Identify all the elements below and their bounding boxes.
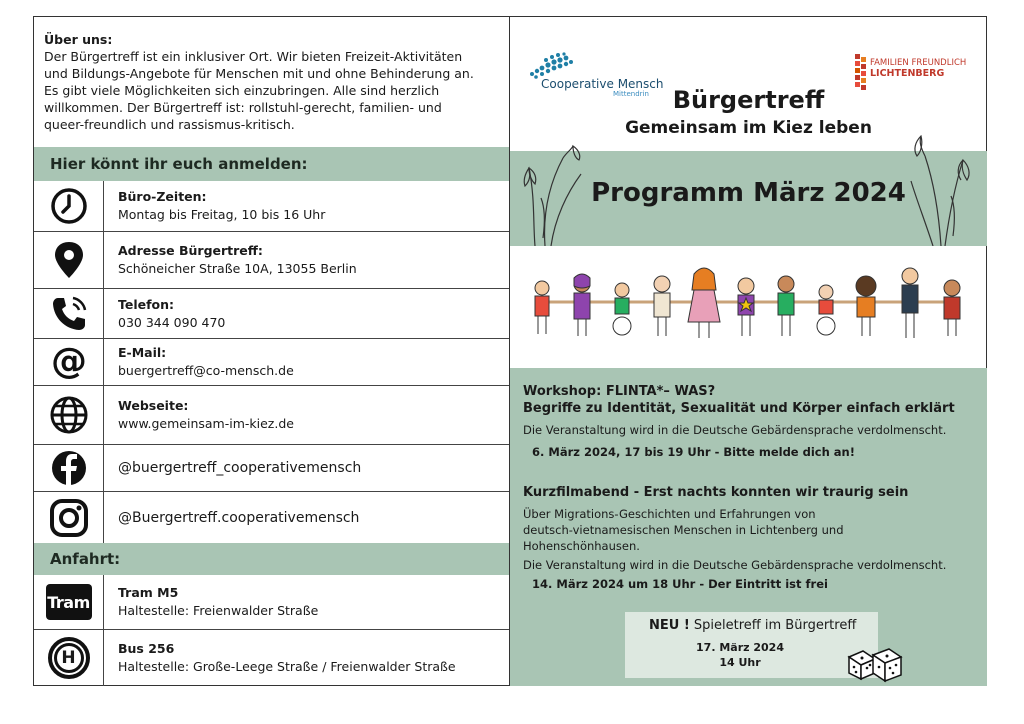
tram-icon bbox=[34, 575, 104, 629]
register-heading: Hier könnt ihr euch anmelden: bbox=[34, 147, 509, 181]
film-title: Kurzfilmabend - Erst nachts konnten wir traurig sein bbox=[523, 485, 909, 500]
office-hours-label: Büro-Zeiten: bbox=[118, 189, 207, 204]
bus-row bbox=[34, 629, 509, 686]
directions-heading: Anfahrt: bbox=[34, 543, 509, 575]
facebook-icon bbox=[34, 445, 104, 491]
film-date: 14. März 2024 um 18 Uhr - Der Eintritt ist frei bbox=[532, 577, 828, 591]
games-box bbox=[625, 612, 878, 678]
phone-label: Telefon: bbox=[118, 296, 175, 312]
address-label: Adresse Bürgertreff: bbox=[118, 243, 263, 258]
games-title: Spieletreff im Bürgertreff bbox=[693, 618, 857, 633]
familien-freundlich-text: FAMILIEN FREUNDLICH bbox=[870, 58, 967, 68]
email-value: buergertreff@co-mensch.de bbox=[118, 363, 294, 378]
film-description-line: Über Migrations-Geschichten und Erfahrungen von bbox=[523, 507, 816, 521]
lichtenberg-text: LICHTENBERG bbox=[870, 68, 945, 79]
workshop-subtitle: Begriffe zu Identität, Sexualität und Körper einfach erklärt bbox=[523, 401, 955, 416]
about-line: Der Bürgertreff ist ein inklusiver Ort. Wir bieten Freizeit-Aktivitäten bbox=[44, 49, 463, 64]
phone-icon bbox=[34, 289, 104, 338]
cooperative-mensch-name: Cooperative Mensch bbox=[541, 77, 664, 91]
bus-stop-icon bbox=[34, 630, 104, 686]
at-icon bbox=[34, 339, 104, 385]
games-new-label: NEU ! bbox=[649, 618, 690, 633]
bus-stop: Haltestelle: Große-Leege Straße / Freienwalder Straße bbox=[118, 659, 456, 674]
instagram-row bbox=[34, 491, 509, 543]
globe-icon bbox=[34, 386, 104, 444]
website-label: Webseite: bbox=[118, 398, 189, 413]
program-title: Programm März 2024 bbox=[591, 178, 906, 208]
dice-icon bbox=[845, 643, 903, 685]
cooperative-mensch-sub: Mittendrin bbox=[613, 90, 649, 98]
instagram-icon bbox=[34, 492, 104, 543]
location-pin-icon bbox=[34, 232, 104, 288]
children-holding-hands-illustration bbox=[524, 260, 974, 340]
about-line: und Bildungs-Angebote für Menschen mit und ohne Behinderung an. bbox=[44, 66, 474, 81]
address-value: Schöneicher Straße 10A, 13055 Berlin bbox=[118, 261, 357, 276]
tram-badge: Tram bbox=[46, 584, 92, 620]
office-hours-value: Montag bis Freitag, 10 bis 16 Uhr bbox=[118, 207, 326, 222]
main-subtitle: Gemeinsam im Kiez leben bbox=[625, 118, 872, 138]
games-date: 17. März 2024 bbox=[696, 641, 784, 654]
film-description-line: Hohenschönhausen. bbox=[523, 539, 640, 553]
about-line: willkommen. Der Bürgertreff ist: rollstuhl-gerecht, familien- und bbox=[44, 100, 442, 115]
film-description-line: Die Veranstaltung wird in die Deutsche Gebärdensprache verdolmenscht. bbox=[523, 558, 947, 572]
about-section bbox=[44, 31, 499, 133]
film-description-line: deutsch-vietnamesischen Menschen in Lichtenberg und bbox=[523, 523, 844, 537]
tram-row bbox=[34, 575, 509, 629]
about-line: queer-freundlich und rassismus-kritisch. bbox=[44, 117, 295, 132]
website-value: www.gemeinsam-im-kiez.de bbox=[118, 416, 294, 431]
workshop-date: 6. März 2024, 17 bis 19 Uhr - Bitte melde dich an! bbox=[532, 445, 855, 459]
instagram-handle: @Buergertreff.cooperativemensch bbox=[118, 509, 360, 526]
facebook-row bbox=[34, 444, 509, 491]
svg-text:@: @ bbox=[50, 342, 87, 382]
facebook-handle: @buergertreff_cooperativemensch bbox=[118, 460, 362, 476]
tram-label: Tram M5 bbox=[118, 585, 179, 600]
workshop-title: Workshop: FLINTA*– WAS? bbox=[523, 384, 716, 399]
games-time: 14 Uhr bbox=[719, 656, 761, 669]
clock-icon bbox=[34, 181, 104, 231]
website-row bbox=[34, 385, 509, 444]
about-line: Es gibt viele Möglichkeiten sich einzubringen. Alle sind herzlich bbox=[44, 83, 440, 98]
bus-label: Bus 256 bbox=[118, 641, 175, 656]
bus-stop-badge: H bbox=[54, 643, 84, 673]
main-title: Bürgertreff bbox=[672, 86, 825, 114]
email-row bbox=[34, 338, 509, 385]
email-label: E-Mail: bbox=[118, 345, 167, 360]
phone-value: 030 344 090 470 bbox=[118, 314, 226, 330]
address-row bbox=[34, 231, 509, 288]
about-heading: Über uns: bbox=[44, 32, 113, 47]
tram-stop: Haltestelle: Freienwalder Straße bbox=[118, 603, 319, 618]
office-hours-row bbox=[34, 181, 509, 231]
workshop-description: Die Veranstaltung wird in die Deutsche Gebärdensprache verdolmenscht. bbox=[523, 423, 947, 437]
phone-row bbox=[34, 288, 509, 338]
